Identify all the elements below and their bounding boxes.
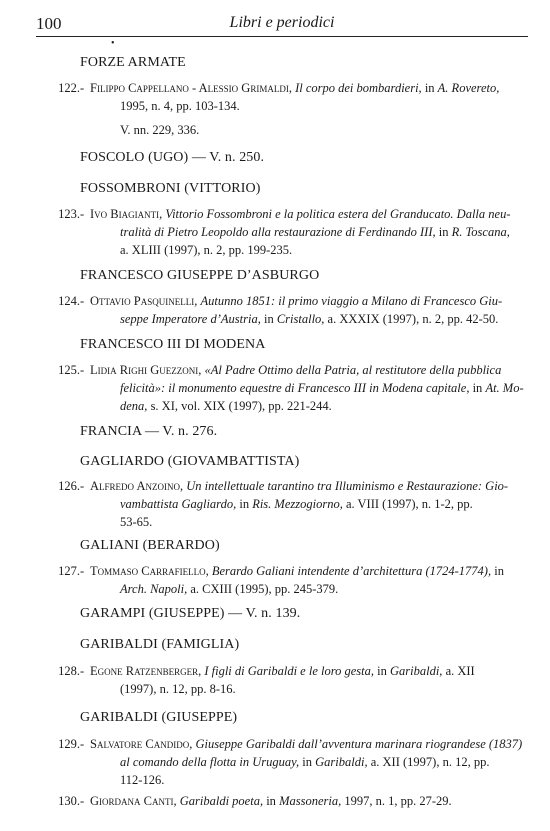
entry-title: «Al Padre Ottimo della Patria, al restitutore della pubblica [204, 363, 502, 377]
page-number: 100 [36, 14, 62, 33]
section-heading: GARIBALDI (GIUSEPPE) [80, 710, 238, 725]
entry-authors: Tommaso Carrafiello, [90, 564, 209, 578]
entry-in: in [472, 381, 483, 395]
entry-dash: - [80, 564, 85, 578]
bibliography-entry-126 [36, 477, 524, 531]
entry-title: Il corpo dei bombardieri, [295, 81, 422, 95]
entry-number: 126. [58, 479, 80, 493]
entry-number: 122. [58, 81, 80, 95]
entry-title-cont: al comando della flotta in Uruguay, [120, 755, 300, 769]
bibliography-entry-123 [36, 205, 524, 259]
entry-details: a. VIII (1997), n. 1-2, pp. [345, 497, 473, 511]
entry-journal: Ris. Mezzogiorno, [252, 497, 343, 511]
section-heading: FRANCESCO III DI MODENA [80, 337, 266, 352]
entry-journal: A. Rovereto, [437, 81, 500, 95]
entry-journal: Cristallo, [276, 312, 325, 326]
section-heading: FOSSOMBRONI (VITTORIO) [80, 181, 261, 196]
bibliography-entry-125 [36, 361, 524, 415]
entry-number: 130. [58, 794, 80, 808]
entry-number: 127. [58, 564, 80, 578]
bibliography-entry-124 [36, 292, 524, 328]
entry-in: in [239, 497, 250, 511]
entry-in: in [266, 794, 276, 808]
entry-dash: - [80, 737, 85, 751]
entry-title: Vittorio Fossombroni e la politica estera del Granducato. Dalla neu- [165, 207, 511, 221]
entry-number: 124. [58, 294, 80, 308]
bibliography-entry-127 [36, 562, 524, 598]
entry-details-cont: (1997), n. 12, pp. 8-16. [120, 682, 236, 696]
entry-journal: Arch. Napoli, [120, 582, 188, 596]
entry-in: in [438, 225, 449, 239]
entry-details: 1997, n. 1, pp. 27-29. [344, 794, 452, 808]
entry-title-cont: vambattista Gagliardo, [120, 497, 237, 511]
entry-dash: - [80, 294, 85, 308]
section-heading: GALIANI (BERARDO) [80, 538, 220, 553]
entry-details: a. CXIII (1995), pp. 245-379. [190, 582, 339, 596]
entry-title: Autunno 1851: il primo viaggio a Milano di Francesco Giu- [200, 294, 503, 308]
page-header [36, 8, 528, 37]
entry-in: in [494, 564, 504, 578]
entry-title-cont: seppe Imperatore d’Austria, [120, 312, 261, 326]
entry-details: s. XI, vol. XIX (1997), pp. 221-244. [150, 399, 332, 413]
entry-in: in [424, 81, 435, 95]
entry-title-cont: felicità»: il monumento equestre di Francesco III in Modena capitale, [120, 381, 470, 395]
entry-title: Berardo Galiani intendente d’architettura (1724-1774), [211, 564, 492, 578]
section-heading: GARAMPI (GIUSEPPE) — V. n. 139. [80, 606, 301, 621]
entry-dash: - [80, 363, 85, 377]
section-heading: GAGLIARDO (GIOVAMBATTISTA) [80, 454, 300, 469]
bibliography-entry-122 [36, 79, 524, 139]
entry-title: I figli di Garibaldi e le loro gesta, [204, 664, 375, 678]
section-heading: GARIBALDI (FAMIGLIA) [80, 637, 240, 652]
entry-details: 1995, n. 4, pp. 103-134. [120, 99, 240, 113]
entry-number: 125. [58, 363, 80, 377]
entry-details: a. XII (1997), n. 12, pp. [370, 755, 490, 769]
section-heading: FRANCESCO GIUSEPPE D’ASBURGO [80, 268, 320, 283]
entry-authors: Giordana Canti, [90, 794, 177, 808]
section-heading: FOSCOLO (UGO) — V. n. 250. [80, 150, 265, 165]
entry-details: a. XII [445, 664, 475, 678]
entry-authors: Filippo Cappellano - Alessio Grimaldi, [90, 81, 292, 95]
entry-journal: Garibaldi, [390, 664, 443, 678]
section-heading: FRANCIA — V. n. 276. [80, 424, 218, 439]
bibliography-entry-129 [36, 735, 524, 789]
entry-authors: Ivo Biagianti, [90, 207, 163, 221]
entry-dash: - [80, 479, 85, 493]
bullet-mark: • [111, 38, 115, 49]
entry-number: 123. [58, 207, 80, 221]
running-title: Libri e periodici [229, 14, 335, 31]
entry-journal-cont: dena, [120, 399, 148, 413]
entry-details: a. XLIII (1997), n. 2, pp. 199-235. [120, 243, 293, 257]
entry-dash: - [80, 664, 85, 678]
entry-in: in [377, 664, 387, 678]
entry-authors: Ottavio Pasquinelli, [90, 294, 198, 308]
entry-number: 129. [58, 737, 80, 751]
entry-authors: Lidia Righi Guezzoni, [90, 363, 202, 377]
section-heading: FORZE ARMATE [80, 55, 186, 70]
entry-dash: - [80, 794, 85, 808]
entry-title: Giuseppe Garibaldi dall’avventura marinara riograndese (1837) [195, 737, 523, 751]
entry-in: in [263, 312, 274, 326]
entry-title-cont: tralità di Pietro Leopoldo alla restaurazione di Ferdinando III, [120, 225, 436, 239]
entry-authors: Alfredo Anzoino, [90, 479, 184, 493]
entry-details-cont: 112-126. [120, 773, 165, 787]
entry-title: Un intellettuale tarantino tra Illuminismo e Restaurazione: Gio- [186, 479, 509, 493]
entry-authors: Egone Ratzenberger, [90, 664, 202, 678]
entry-dash: - [80, 207, 85, 221]
bibliography-entry-128 [36, 662, 524, 698]
entry-see-also: V. nn. 229, 336. [120, 123, 200, 137]
entry-number: 128. [58, 664, 80, 678]
entry-details: a. XXXIX (1997), n. 2, pp. 42-50. [327, 312, 499, 326]
entry-journal: At. Mo- [485, 381, 524, 395]
entry-journal: Massoneria, [279, 794, 342, 808]
entry-journal: Garibaldi, [315, 755, 368, 769]
bibliography-entry-130 [36, 792, 524, 810]
entry-dash: - [80, 81, 85, 95]
entry-in: in [302, 755, 313, 769]
entry-details-cont: 53-65. [120, 515, 153, 529]
entry-title: Garibaldi poeta, [179, 794, 264, 808]
entry-journal: R. Toscana, [451, 225, 510, 239]
entry-authors: Salvatore Candido, [90, 737, 193, 751]
